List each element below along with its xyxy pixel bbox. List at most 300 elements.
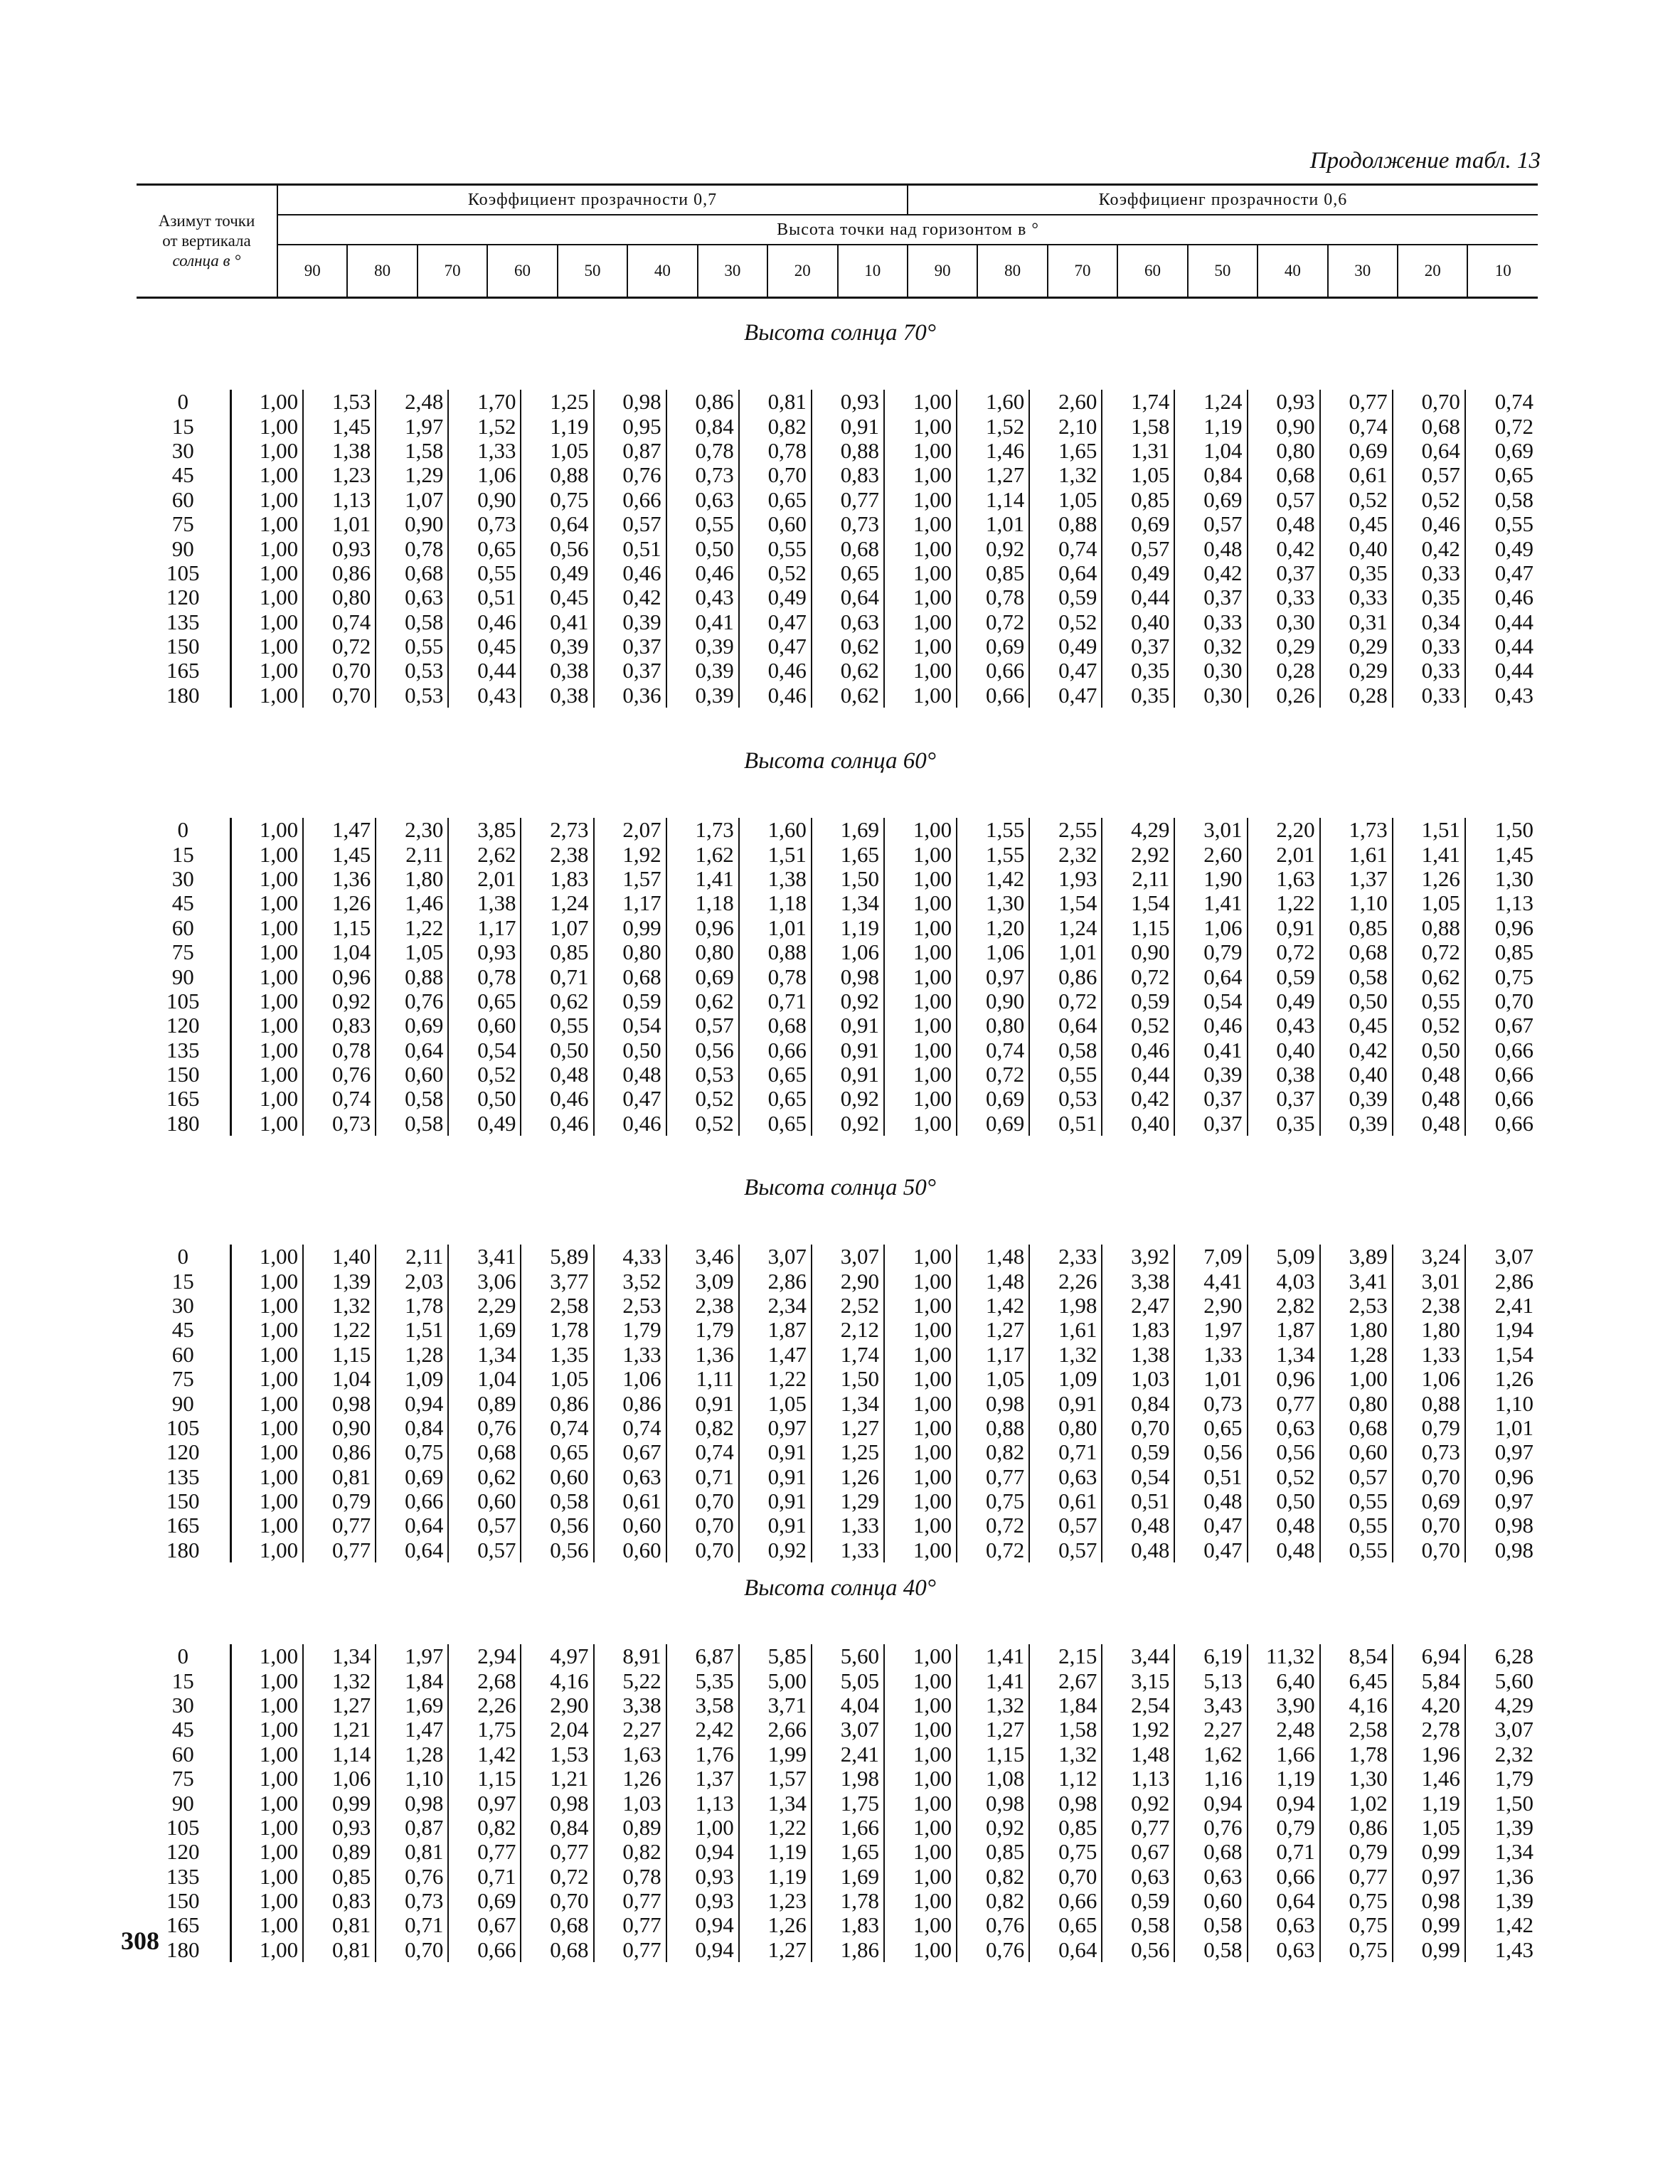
value-cell: 0,89 xyxy=(303,1840,376,1864)
value-cell: 0,93 xyxy=(448,940,521,964)
value-cell: 0,55 xyxy=(666,512,739,536)
value-cell: 0,64 xyxy=(1029,1938,1102,1962)
value-cell: 0,58 xyxy=(376,1087,448,1111)
value-cell: 0,81 xyxy=(376,1840,448,1864)
value-cell: 3,07 xyxy=(812,1717,884,1742)
value-cell: 0,35 xyxy=(1320,561,1393,585)
column-height-label: 50 xyxy=(558,245,627,298)
value-cell: 1,38 xyxy=(739,867,812,891)
value-cell: 0,88 xyxy=(521,463,593,487)
value-cell: 0,94 xyxy=(666,1938,739,1962)
value-cell: 0,85 xyxy=(303,1865,376,1889)
value-cell: 1,00 xyxy=(884,818,957,842)
value-cell: 1,01 xyxy=(1174,1367,1247,1391)
value-cell: 1,28 xyxy=(376,1343,448,1367)
value-cell: 1,02 xyxy=(1320,1791,1393,1815)
value-cell: 0,43 xyxy=(448,683,521,708)
value-cell: 0,91 xyxy=(812,1062,884,1087)
value-cell: 2,01 xyxy=(1248,842,1320,866)
value-cell: 0,60 xyxy=(739,512,812,536)
value-cell: 1,04 xyxy=(303,1367,376,1391)
value-cell: 2,11 xyxy=(376,842,448,866)
value-cell: 1,58 xyxy=(1029,1717,1102,1742)
value-cell: 1,00 xyxy=(230,488,303,512)
value-cell: 0,33 xyxy=(1393,683,1465,708)
value-cell: 0,98 xyxy=(957,1791,1029,1815)
value-cell: 0,37 xyxy=(1174,1087,1247,1111)
value-cell: 1,00 xyxy=(884,561,957,585)
value-cell: 4,20 xyxy=(1393,1693,1465,1717)
value-cell: 0,68 xyxy=(1174,1840,1247,1864)
value-cell: 0,58 xyxy=(1174,1913,1247,1937)
value-cell: 1,00 xyxy=(884,1791,957,1815)
value-cell: 0,71 xyxy=(1248,1840,1320,1864)
value-cell: 2,48 xyxy=(1248,1717,1320,1742)
page-number: 308 xyxy=(121,1927,159,1955)
value-cell: 2,90 xyxy=(1174,1294,1247,1318)
value-cell: 0,50 xyxy=(1248,1489,1320,1513)
value-cell: 1,00 xyxy=(884,1367,957,1391)
value-cell: 1,27 xyxy=(957,1717,1029,1742)
value-cell: 1,42 xyxy=(957,1294,1029,1318)
value-cell: 2,52 xyxy=(812,1294,884,1318)
value-cell: 1,32 xyxy=(1029,463,1102,487)
value-cell: 0,89 xyxy=(448,1391,521,1415)
value-cell: 1,27 xyxy=(957,463,1029,487)
value-cell: 1,00 xyxy=(230,610,303,634)
value-cell: 2,73 xyxy=(521,818,593,842)
table-row xyxy=(137,1343,1538,1367)
value-cell: 0,77 xyxy=(812,488,884,512)
table-row xyxy=(137,463,1538,487)
value-cell: 0,74 xyxy=(594,1416,666,1440)
value-cell: 3,71 xyxy=(739,1693,812,1717)
value-cell: 0,39 xyxy=(666,634,739,659)
value-cell: 1,33 xyxy=(812,1513,884,1538)
value-cell: 3,90 xyxy=(1248,1693,1320,1717)
value-cell: 1,00 xyxy=(884,1062,957,1087)
value-cell: 1,00 xyxy=(884,1013,957,1038)
value-cell: 1,00 xyxy=(884,1742,957,1767)
value-cell: 2,66 xyxy=(739,1717,812,1742)
value-cell: 0,79 xyxy=(1174,940,1247,964)
value-cell: 0,51 xyxy=(448,585,521,609)
value-cell: 1,34 xyxy=(812,891,884,915)
value-cell: 0,48 xyxy=(1248,1513,1320,1538)
value-cell: 3,07 xyxy=(1494,1717,1533,1742)
section-title: Высота солнца 50° xyxy=(744,1175,936,1200)
value-cell: 0,37 xyxy=(1248,1087,1320,1111)
value-cell: 1,00 xyxy=(884,891,957,915)
value-cell: 3,01 xyxy=(1393,1269,1465,1293)
value-cell: 0,50 xyxy=(521,1038,593,1062)
value-cell: 1,04 xyxy=(303,940,376,964)
value-cell: 2,82 xyxy=(1248,1294,1320,1318)
value-cell: 1,97 xyxy=(376,414,448,438)
value-cell: 0,70 xyxy=(666,1538,739,1562)
value-cell: 0,93 xyxy=(666,1865,739,1889)
value-cell: 1,37 xyxy=(666,1767,739,1791)
value-cell: 1,79 xyxy=(666,1318,739,1342)
value-cell: 1,41 xyxy=(957,1644,1029,1668)
value-cell: 0,59 xyxy=(1248,964,1320,989)
value-cell: 1,00 xyxy=(884,1294,957,1318)
value-cell: 0,64 xyxy=(376,1513,448,1538)
value-cell: 5,22 xyxy=(594,1668,666,1693)
value-cell: 0,63 xyxy=(1248,1416,1320,1440)
value-cell: 1,00 xyxy=(884,1840,957,1864)
azimuth-cell: 180 xyxy=(137,1938,230,1962)
value-cell: 0,67 xyxy=(1102,1840,1174,1864)
value-cell: 0,61 xyxy=(1029,1489,1102,1513)
value-cell: 1,55 xyxy=(957,818,1029,842)
value-cell: 0,88 xyxy=(1393,1391,1465,1415)
value-cell: 2,33 xyxy=(1029,1245,1102,1269)
table-row xyxy=(137,1538,1538,1562)
value-cell: 0,60 xyxy=(594,1538,666,1562)
value-cell: 1,00 xyxy=(884,536,957,560)
value-cell: 1,00 xyxy=(1320,1367,1393,1391)
value-cell: 0,69 xyxy=(1102,512,1174,536)
azimuth-cell: 75 xyxy=(137,1767,230,1791)
value-cell: 1,48 xyxy=(1102,1742,1174,1767)
value-cell: 1,33 xyxy=(594,1343,666,1367)
value-cell: 1,84 xyxy=(376,1668,448,1693)
azimuth-cell: 120 xyxy=(137,1013,230,1038)
value-cell: 1,00 xyxy=(230,1840,303,1864)
value-cell: 1,63 xyxy=(1248,867,1320,891)
table-row xyxy=(137,1294,1538,1318)
value-cell: 0,56 xyxy=(1248,1440,1320,1464)
value-cell: 0,77 xyxy=(1320,1865,1393,1889)
value-cell: 5,60 xyxy=(812,1644,884,1668)
value-cell: 5,85 xyxy=(739,1644,812,1668)
value-cell: 1,13 xyxy=(303,488,376,512)
table-row xyxy=(137,1269,1538,1293)
value-cell: 1,10 xyxy=(1320,891,1393,915)
value-cell: 0,73 xyxy=(666,463,739,487)
value-cell: 2,53 xyxy=(1320,1294,1393,1318)
value-cell: 1,33 xyxy=(1174,1343,1247,1367)
value-cell: 0,72 xyxy=(1393,940,1465,964)
value-cell: 1,00 xyxy=(230,1269,303,1293)
value-cell: 0,70 xyxy=(666,1513,739,1538)
value-cell: 0,65 xyxy=(1029,1913,1102,1937)
value-cell: 1,45 xyxy=(303,414,376,438)
value-cell: 0,93 xyxy=(303,536,376,560)
value-cell: 0,39 xyxy=(521,634,593,659)
column-height-label: 20 xyxy=(1398,245,1467,298)
value-cell: 1,00 xyxy=(666,1816,739,1840)
value-cell: 0,63 xyxy=(594,1465,666,1489)
value-cell: 0,98 xyxy=(376,1791,448,1815)
value-cell: 0,71 xyxy=(521,964,593,989)
value-cell: 0,74 xyxy=(957,1038,1029,1062)
value-cell: 1,66 xyxy=(812,1816,884,1840)
value-cell: 0,48 xyxy=(1102,1513,1174,1538)
value-cell: 6,87 xyxy=(666,1644,739,1668)
value-cell: 0,52 xyxy=(1102,1013,1174,1038)
value-cell: 0,65 xyxy=(812,561,884,585)
value-cell: 1,00 xyxy=(884,1816,957,1840)
value-cell: 0,79 xyxy=(1320,1840,1393,1864)
value-cell: 1,00 xyxy=(884,1245,957,1269)
value-cell: 3,77 xyxy=(521,1269,593,1293)
value-cell: 0,82 xyxy=(594,1840,666,1864)
value-cell: 2,86 xyxy=(1494,1268,1533,1294)
table-row xyxy=(137,1513,1538,1538)
value-cell: 2,26 xyxy=(448,1693,521,1717)
value-cell: 0,96 xyxy=(1494,1464,1533,1489)
value-cell: 0,75 xyxy=(521,488,593,512)
azimuth-cell: 120 xyxy=(137,585,230,609)
value-cell: 0,63 xyxy=(1174,1865,1247,1889)
value-cell: 1,00 xyxy=(230,634,303,659)
value-cell: 0,57 xyxy=(1029,1538,1102,1562)
value-cell: 1,19 xyxy=(1174,414,1247,438)
value-cell: 1,65 xyxy=(812,842,884,866)
column-height-label: 10 xyxy=(1494,262,1511,279)
value-cell: 0,60 xyxy=(521,1465,593,1489)
value-cell: 0,95 xyxy=(594,414,666,438)
value-cell: 1,18 xyxy=(739,891,812,915)
value-cell: 1,46 xyxy=(376,891,448,915)
value-cell: 1,50 xyxy=(1494,1790,1533,1816)
value-cell: 0,63 xyxy=(812,610,884,634)
value-cell: 0,49 xyxy=(1102,561,1174,585)
value-cell: 0,44 xyxy=(448,659,521,683)
table-row xyxy=(137,842,1538,866)
value-cell: 2,90 xyxy=(812,1269,884,1293)
table-row xyxy=(137,989,1538,1013)
value-cell: 1,97 xyxy=(376,1644,448,1668)
value-cell: 1,00 xyxy=(230,463,303,487)
value-cell: 0,79 xyxy=(1393,1416,1465,1440)
value-cell: 0,96 xyxy=(1248,1367,1320,1391)
value-cell: 1,84 xyxy=(1029,1693,1102,1717)
table-row xyxy=(137,683,1538,708)
value-cell: 1,19 xyxy=(521,414,593,438)
value-cell: 0,69 xyxy=(1494,437,1533,463)
value-cell: 2,86 xyxy=(739,1269,812,1293)
table-row xyxy=(137,1938,1538,1962)
value-cell: 1,83 xyxy=(812,1913,884,1937)
value-cell: 1,00 xyxy=(884,1391,957,1415)
value-cell: 8,54 xyxy=(1320,1644,1393,1668)
value-cell: 0,86 xyxy=(594,1391,666,1415)
value-cell: 3,44 xyxy=(1102,1644,1174,1668)
value-cell: 0,46 xyxy=(448,610,521,634)
value-cell: 0,72 xyxy=(957,1062,1029,1087)
azimuth-cell: 60 xyxy=(137,1742,230,1767)
section-table xyxy=(137,390,1538,708)
value-cell: 1,00 xyxy=(884,414,957,438)
value-cell: 0,57 xyxy=(1102,536,1174,560)
value-cell: 1,78 xyxy=(376,1294,448,1318)
value-cell: 0,55 xyxy=(376,634,448,659)
value-cell: 1,19 xyxy=(1393,1791,1465,1815)
value-cell: 0,85 xyxy=(1029,1816,1102,1840)
value-cell: 1,00 xyxy=(884,1644,957,1668)
section-title: Высота солнца 60° xyxy=(744,748,936,774)
value-cell: 0,60 xyxy=(448,1489,521,1513)
value-cell: 2,60 xyxy=(1029,390,1102,414)
value-cell: 0,67 xyxy=(448,1913,521,1937)
value-cell: 0,93 xyxy=(1248,390,1320,414)
value-cell: 1,00 xyxy=(230,1367,303,1391)
value-cell: 0,82 xyxy=(739,414,812,438)
value-cell: 0,72 xyxy=(957,610,1029,634)
value-cell: 0,52 xyxy=(448,1062,521,1087)
value-cell: 0,54 xyxy=(1102,1465,1174,1489)
value-cell: 1,51 xyxy=(1393,818,1465,842)
value-cell: 0,42 xyxy=(1393,536,1465,560)
value-cell: 0,80 xyxy=(957,1013,1029,1038)
value-cell: 1,34 xyxy=(739,1791,812,1815)
value-cell: 0,66 xyxy=(1494,1086,1533,1112)
table-row xyxy=(137,1465,1538,1489)
value-cell: 0,73 xyxy=(376,1889,448,1913)
value-cell: 0,50 xyxy=(1320,989,1393,1013)
azimuth-cell: 60 xyxy=(137,1343,230,1367)
value-cell: 1,10 xyxy=(1494,1390,1533,1416)
value-cell: 0,38 xyxy=(1248,1062,1320,1087)
value-cell: 1,53 xyxy=(303,390,376,414)
value-cell: 2,55 xyxy=(1029,818,1102,842)
value-cell: 0,93 xyxy=(812,390,884,414)
value-cell: 1,78 xyxy=(1320,1742,1393,1767)
value-cell: 2,38 xyxy=(666,1294,739,1318)
value-cell: 0,44 xyxy=(1102,585,1174,609)
section-title: Высота солнца 40° xyxy=(744,1575,936,1601)
value-cell: 1,76 xyxy=(666,1742,739,1767)
value-cell: 1,20 xyxy=(957,916,1029,940)
value-cell: 2,92 xyxy=(1102,842,1174,866)
value-cell: 0,98 xyxy=(1494,1537,1533,1562)
value-cell: 6,19 xyxy=(1174,1644,1247,1668)
value-cell: 2,11 xyxy=(376,1245,448,1269)
value-cell: 0,77 xyxy=(303,1538,376,1562)
value-cell: 0,55 xyxy=(1393,989,1465,1013)
value-cell: 1,47 xyxy=(303,818,376,842)
value-cell: 0,41 xyxy=(1174,1038,1247,1062)
value-cell: 0,54 xyxy=(448,1038,521,1062)
table-row xyxy=(137,1791,1538,1815)
value-cell: 2,01 xyxy=(448,867,521,891)
value-cell: 1,00 xyxy=(884,1489,957,1513)
value-cell: 1,05 xyxy=(521,439,593,463)
azimuth-cell: 75 xyxy=(137,1367,230,1391)
value-cell: 0,83 xyxy=(303,1013,376,1038)
value-cell: 1,36 xyxy=(1494,1863,1533,1889)
azimuth-cell: 90 xyxy=(137,1391,230,1415)
value-cell: 0,94 xyxy=(666,1913,739,1937)
value-cell: 0,66 xyxy=(739,1038,812,1062)
value-cell: 1,48 xyxy=(957,1269,1029,1293)
value-cell: 1,30 xyxy=(1494,865,1533,891)
value-cell: 0,98 xyxy=(812,964,884,989)
value-cell: 0,92 xyxy=(812,1087,884,1111)
azimuth-cell: 0 xyxy=(137,390,230,414)
value-cell: 1,00 xyxy=(884,1416,957,1440)
value-cell: 1,34 xyxy=(1248,1343,1320,1367)
value-cell: 1,29 xyxy=(812,1489,884,1513)
value-cell: 0,43 xyxy=(666,585,739,609)
value-cell: 0,55 xyxy=(1029,1062,1102,1087)
value-cell: 1,40 xyxy=(303,1245,376,1269)
value-cell: 0,28 xyxy=(1248,659,1320,683)
value-cell: 2,12 xyxy=(812,1318,884,1342)
value-cell: 1,05 xyxy=(376,940,448,964)
azimuth-cell: 90 xyxy=(137,1791,230,1815)
value-cell: 0,53 xyxy=(376,659,448,683)
value-cell: 1,60 xyxy=(739,818,812,842)
value-cell: 0,64 xyxy=(1393,439,1465,463)
value-cell: 3,41 xyxy=(448,1245,521,1269)
value-cell: 0,65 xyxy=(448,536,521,560)
value-cell: 7,09 xyxy=(1174,1245,1247,1269)
value-cell: 1,00 xyxy=(230,1742,303,1767)
value-cell: 0,34 xyxy=(1393,610,1465,634)
value-cell: 1,34 xyxy=(303,1644,376,1668)
value-cell: 0,77 xyxy=(1102,1816,1174,1840)
value-cell: 1,66 xyxy=(1248,1742,1320,1767)
value-cell: 0,48 xyxy=(594,1062,666,1087)
value-cell: 3,85 xyxy=(448,818,521,842)
table-row xyxy=(137,536,1538,560)
value-cell: 0,70 xyxy=(303,683,376,708)
value-cell: 0,52 xyxy=(1320,488,1393,512)
value-cell: 0,78 xyxy=(739,439,812,463)
value-cell: 0,60 xyxy=(376,1062,448,1087)
value-cell: 0,91 xyxy=(1029,1391,1102,1415)
value-cell: 2,62 xyxy=(448,842,521,866)
value-cell: 0,74 xyxy=(1029,536,1102,560)
value-cell: 1,05 xyxy=(1393,1816,1465,1840)
value-cell: 1,00 xyxy=(230,1816,303,1840)
value-cell: 4,41 xyxy=(1174,1269,1247,1293)
value-cell: 0,48 xyxy=(1393,1087,1465,1111)
value-cell: 0,85 xyxy=(1320,916,1393,940)
value-cell: 1,00 xyxy=(884,1668,957,1693)
value-cell: 0,56 xyxy=(521,1538,593,1562)
value-cell: 0,98 xyxy=(1029,1791,1102,1815)
value-cell: 0,66 xyxy=(1029,1889,1102,1913)
value-cell: 0,52 xyxy=(1248,1465,1320,1489)
value-cell: 2,67 xyxy=(1029,1668,1102,1693)
value-cell: 0,77 xyxy=(1248,1391,1320,1415)
value-cell: 0,36 xyxy=(594,683,666,708)
value-cell: 1,87 xyxy=(739,1318,812,1342)
value-cell: 0,72 xyxy=(957,1538,1029,1562)
value-cell: 0,67 xyxy=(594,1440,666,1464)
value-cell: 1,19 xyxy=(812,916,884,940)
value-cell: 0,56 xyxy=(1102,1938,1174,1962)
value-cell: 0,68 xyxy=(812,536,884,560)
value-cell: 1,52 xyxy=(957,414,1029,438)
value-cell: 1,00 xyxy=(230,1440,303,1464)
value-cell: 0,53 xyxy=(666,1062,739,1087)
value-cell: 1,69 xyxy=(376,1693,448,1717)
value-cell: 0,65 xyxy=(521,1440,593,1464)
value-cell: 1,36 xyxy=(666,1343,739,1367)
value-cell: 0,47 xyxy=(739,634,812,659)
value-cell: 0,77 xyxy=(521,1840,593,1864)
value-cell: 0,97 xyxy=(1494,1488,1533,1514)
column-height-label: 40 xyxy=(1258,245,1327,298)
value-cell: 0,39 xyxy=(1174,1062,1247,1087)
value-cell: 1,05 xyxy=(1102,463,1174,487)
